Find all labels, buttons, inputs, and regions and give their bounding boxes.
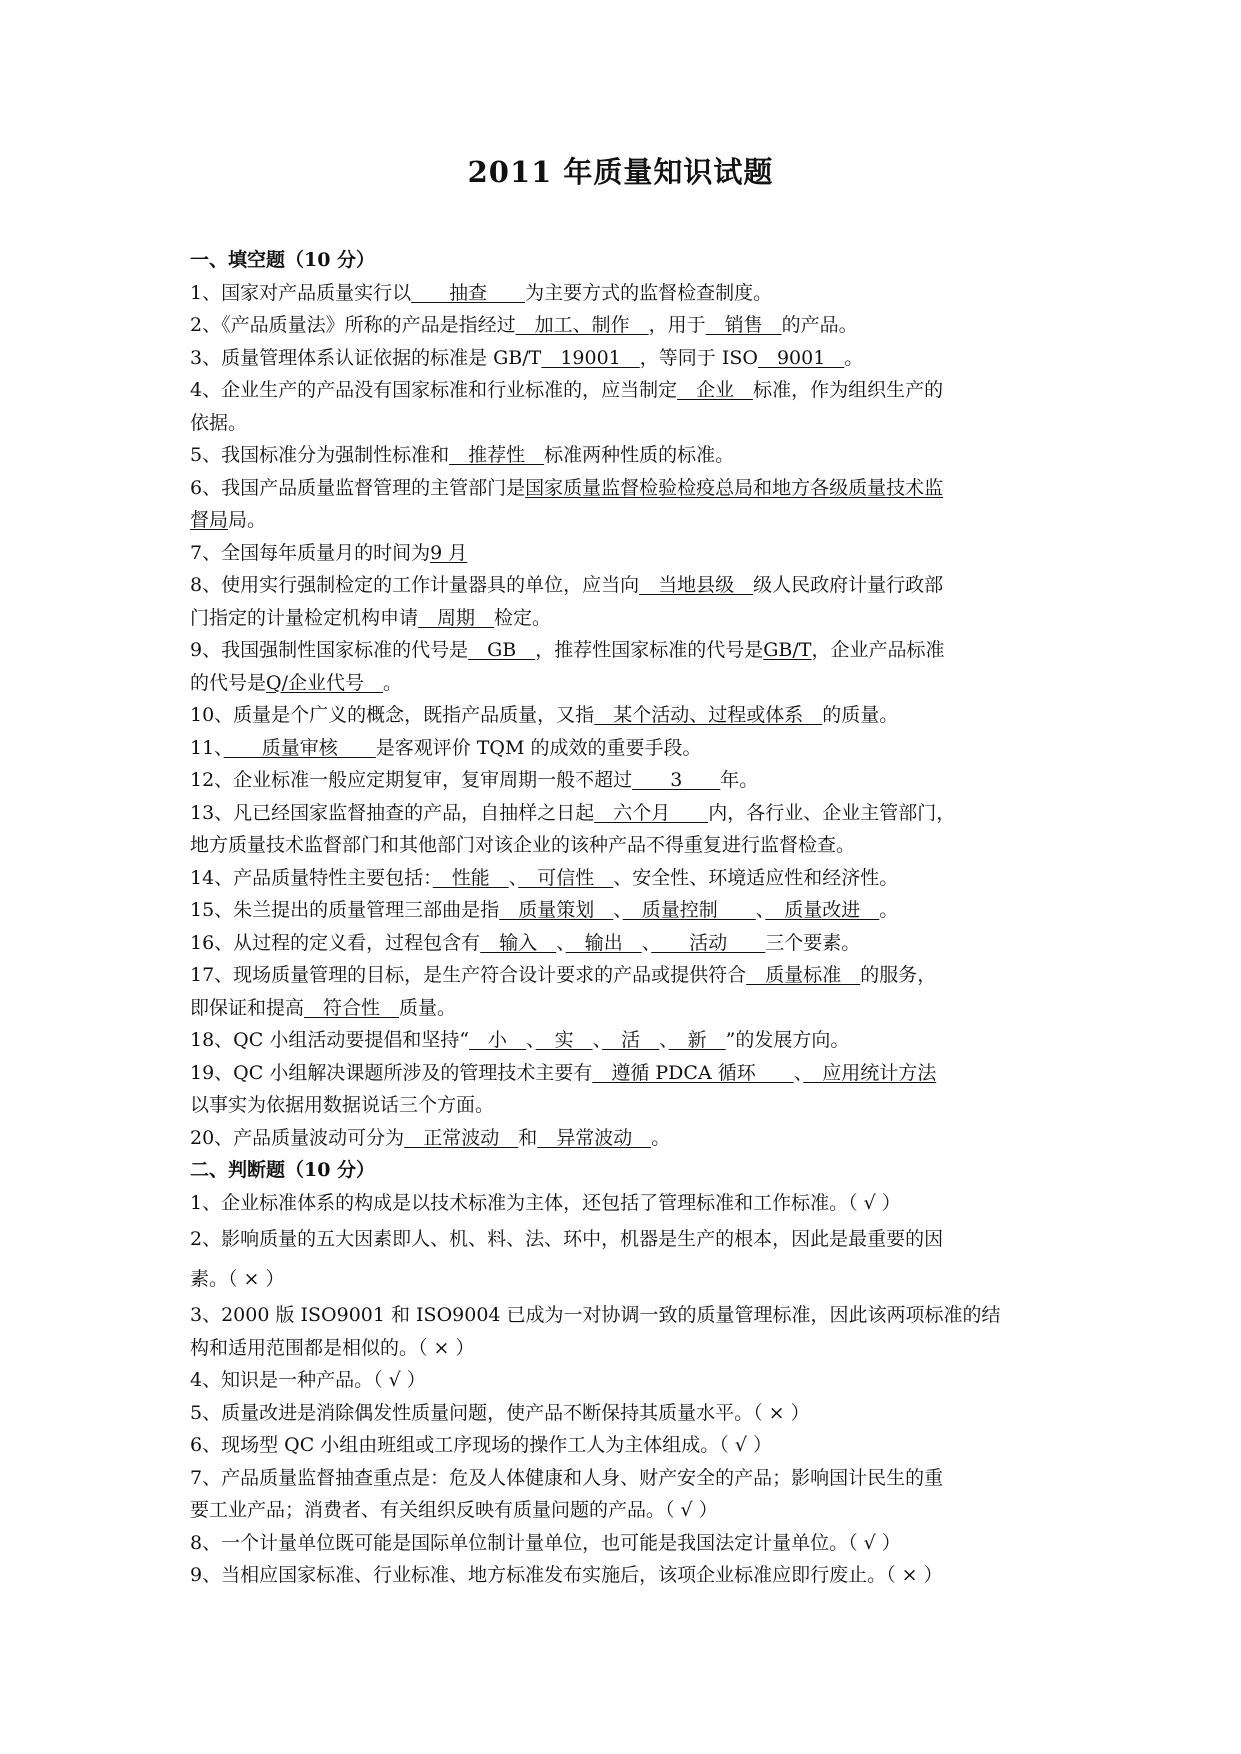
question-16 — [190, 927, 1060, 960]
answer-blank: 质量改进 — [765, 899, 880, 921]
question-text: 9、我国强制性国家标准的代号是 — [190, 639, 469, 661]
judgment-item-3-cont: 构和适用范围都是相似的。（ × ） — [190, 1336, 475, 1359]
question-6 — [190, 472, 1060, 505]
question-9-cont — [190, 667, 1060, 700]
page-title: 2011 年质量知识试题 — [467, 155, 774, 189]
question-text: 、 — [592, 1029, 603, 1051]
question-text: 12、企业标准一般应定期复审，复审周期一般不超过 — [190, 769, 633, 791]
answer-blank: 加工、制作 — [515, 314, 649, 336]
question-2 — [190, 309, 1060, 342]
answer-blank: 输入 — [480, 931, 557, 954]
answer-blank: 符合性 — [304, 996, 400, 1019]
question-text: ，等同于 ISO — [639, 346, 758, 369]
question-text: 是客观评价 TQM 的成效的重要手段。 — [375, 736, 702, 759]
question-text: 16、从过程的定义看，过程包含有 — [190, 931, 481, 954]
judgment-item-2-cont: 素。（ × ） — [190, 1268, 285, 1290]
question-8 — [190, 569, 1060, 602]
answer-blank: 活动 — [651, 931, 766, 954]
answer-blank: 遵循 PDCA 循环 — [592, 1061, 794, 1084]
judgment-item-1: 1、企业标准体系的构成是以技术标准为主体，还包括了管理标准和工作标准。（ √ ） — [190, 1191, 901, 1214]
question-text: 的服务， — [860, 964, 937, 986]
question-13 — [190, 797, 1060, 830]
question-text: 的产品。 — [781, 314, 858, 336]
answer-blank: 应用统计方法 — [803, 1061, 937, 1084]
answer-blank: 19001 — [541, 346, 640, 369]
judgment-item-3: 3、2000 版 ISO9001 和 ISO9004 已成为一对协调一致的质量管理标准，因此该两项标准的结 — [190, 1304, 1001, 1326]
answer-blank: 推荐性 — [449, 444, 545, 466]
question-text: 、 — [526, 1029, 536, 1051]
question-text: 10、质量是个广义的概念，既指产品质量，又指 — [190, 704, 595, 726]
answer-blank: 六个月 — [594, 801, 709, 824]
question-text: ，用于 — [648, 314, 706, 336]
question-text: 标准两种性质的标准。 — [544, 444, 735, 466]
question-12 — [190, 764, 1060, 797]
answer-blank: GB/T — [763, 639, 812, 661]
question-4 — [190, 374, 1060, 407]
question-4-cont: 依据。 — [190, 411, 248, 434]
question-text: 即保证和提高 — [190, 996, 305, 1019]
answer-blank: 异常波动 — [537, 1126, 652, 1149]
question-text: 、 — [613, 899, 623, 921]
answer-blank: 小 — [469, 1029, 527, 1051]
question-text: 20、产品质量波动可分为 — [190, 1126, 405, 1149]
question-20 — [190, 1122, 1060, 1155]
question-text: 、安全性、环境适应性和经济性。 — [613, 866, 899, 889]
question-text: 2、《产品质量法》所称的产品是指经过 — [190, 314, 516, 336]
answer-blank: 9 月 — [430, 541, 468, 564]
answer-blank: 3 — [632, 769, 721, 791]
question-14 — [190, 862, 1060, 895]
question-text: 、 — [659, 1029, 669, 1051]
question-text: 。 — [879, 899, 899, 921]
question-3 — [190, 342, 1060, 375]
answer-blank: 新 — [668, 1029, 726, 1051]
question-9 — [190, 634, 1060, 667]
question-text: 19、QC 小组解决课题所涉及的管理技术主要有 — [190, 1061, 593, 1084]
answer-blank: 当地县级 — [639, 574, 754, 596]
question-17-cont — [190, 992, 1060, 1025]
question-text: 15、朱兰提出的质量管理三部曲是指 — [190, 899, 500, 921]
question-text: ，企业产品标准 — [811, 639, 945, 661]
answer-blank: 周期 — [418, 606, 495, 629]
question-text: 门指定的计量检定机构申请 — [190, 606, 419, 629]
judgment-item-8: 8、一个计量单位既可能是国际单位制计量单位，也可能是我国法定计量单位。（ √ ） — [190, 1531, 901, 1554]
question-text: 4、企业生产的产品没有国家标准和行业标准的，应当制定 — [190, 379, 678, 401]
answer-blank: 质量审核 — [223, 736, 376, 759]
answer-blank: GB — [468, 639, 536, 661]
answer-blank: 国家质量监督检验检疫总局和地方各级质量技术监 — [525, 476, 944, 499]
question-5 — [190, 439, 1060, 472]
answer-blank: 质量控制 — [622, 899, 756, 921]
question-18 — [190, 1024, 1060, 1057]
question-text: 14、产品质量特性主要包括： — [190, 866, 433, 889]
question-text: 7、全国每年质量月的时间为 — [190, 541, 431, 564]
answer-blank: 销售 — [705, 314, 782, 336]
question-7 — [190, 537, 1060, 570]
question-8-cont — [190, 602, 1060, 635]
question-text: 、 — [556, 931, 566, 954]
answer-blank: 质量标准 — [746, 964, 861, 986]
answer-blank: 抽查 — [411, 281, 526, 304]
judgment-item-4: 4、知识是一种产品。（ √ ） — [190, 1369, 426, 1391]
question-17 — [190, 959, 1060, 992]
question-text: 。 — [844, 346, 864, 369]
question-19 — [190, 1057, 1060, 1090]
question-text: 1、国家对产品质量实行以 — [190, 281, 412, 304]
answer-blank: 正常波动 — [404, 1126, 519, 1149]
question-text: 。 — [383, 671, 403, 694]
question-text: 内，各行业、企业主管部门， — [708, 801, 956, 824]
judgment-item-6: 6、现场型 QC 小组由班组或工序现场的操作工人为主体组成。（ √ ） — [190, 1434, 772, 1456]
document-body — [190, 244, 1060, 1592]
answer-blank: 9001 — [757, 346, 845, 369]
section-heading-true-false: 二、判断题（10 分） — [190, 1159, 376, 1181]
question-text: 8、使用实行强制检定的工作计量器具的单位，应当向 — [190, 574, 640, 596]
question-text: 、 — [793, 1061, 804, 1084]
answer-blank: 可信性 — [518, 866, 614, 889]
judgment-item-7: 7、产品质量监督抽查重点是：危及人体健康和人身、财产安全的产品；影响国计民生的重 — [190, 1466, 944, 1489]
question-text: 检定。 — [494, 606, 552, 629]
question-6-cont — [190, 504, 1060, 537]
answer-blank: 督局 — [190, 509, 229, 531]
question-text: 的质量。 — [822, 704, 899, 726]
question-text: 、 — [641, 931, 652, 954]
judgment-item-2: 2、影响质量的五大因素即人、机、料、法、环中，机器是生产的根本，因此是最重要的因 — [190, 1228, 944, 1250]
answer-blank: Q/企业代号 — [266, 671, 383, 694]
question-text: 18、QC 小组活动要提倡和坚持“ — [190, 1029, 470, 1051]
question-text: 年。 — [720, 769, 759, 791]
answer-blank: 实 — [535, 1029, 593, 1051]
answer-blank: 输出 — [565, 931, 642, 954]
question-text: 级人民政府计量行政部 — [753, 574, 944, 596]
question-text: 3、质量管理体系认证依据的标准是 GB/T — [190, 346, 542, 369]
question-text: ”的发展方向。 — [725, 1029, 850, 1051]
question-text: 6、我国产品质量监督管理的主管部门是 — [190, 476, 526, 499]
question-13-cont: 地方质量技术监督部门和其他部门对该企业的该种产品不得重复进行监督检查。 — [190, 834, 856, 856]
answer-blank: 性能 — [432, 866, 509, 889]
question-text: 局。 — [228, 509, 267, 531]
question-text: 标准，作为组织生产的 — [753, 379, 944, 401]
question-text: 5、我国标准分为强制性标准和 — [190, 444, 450, 466]
question-19-cont: 以事实为依据用数据说话三个方面。 — [190, 1094, 495, 1116]
question-text: 、 — [508, 866, 519, 889]
answer-blank: 企业 — [677, 379, 754, 401]
question-text: ，推荐性国家标准的代号是 — [535, 639, 764, 661]
answer-blank: 活 — [602, 1029, 660, 1051]
judgment-item-7-cont: 要工业产品；消费者、有关组织反映有质量问题的产品。（ √ ） — [190, 1499, 718, 1521]
question-10 — [190, 699, 1060, 732]
question-text: 、 — [755, 899, 766, 921]
question-text: 和 — [518, 1126, 538, 1149]
question-1 — [190, 277, 1060, 310]
answer-blank: 某个活动、过程或体系 — [594, 704, 823, 726]
answer-blank: 质量策划 — [499, 899, 614, 921]
question-text: 质量。 — [399, 996, 457, 1019]
question-text: 13、凡已经国家监督抽查的产品，自抽样之日起 — [190, 801, 595, 824]
question-text: 17、现场质量管理的目标，是生产符合设计要求的产品或提供符合 — [190, 964, 747, 986]
judgment-item-9: 9、当相应国家标准、行业标准、地方标准发布实施后，该项企业标准应即行废止。（ × ） — [190, 1564, 943, 1586]
section-heading-fill-in: 一、填空题（10 分） — [190, 249, 376, 271]
question-text: 11、 — [190, 736, 224, 759]
question-15 — [190, 894, 1060, 927]
judgment-item-5: 5、质量改进是消除偶发性质量问题，使产品不断保持其质量水平。（ × ） — [190, 1401, 810, 1424]
question-text: 为主要方式的监督检查制度。 — [525, 281, 773, 304]
question-text: 的代号是 — [190, 671, 267, 694]
question-text: 三个要素。 — [765, 931, 861, 954]
question-11 — [190, 732, 1060, 765]
question-text: 。 — [651, 1126, 671, 1149]
